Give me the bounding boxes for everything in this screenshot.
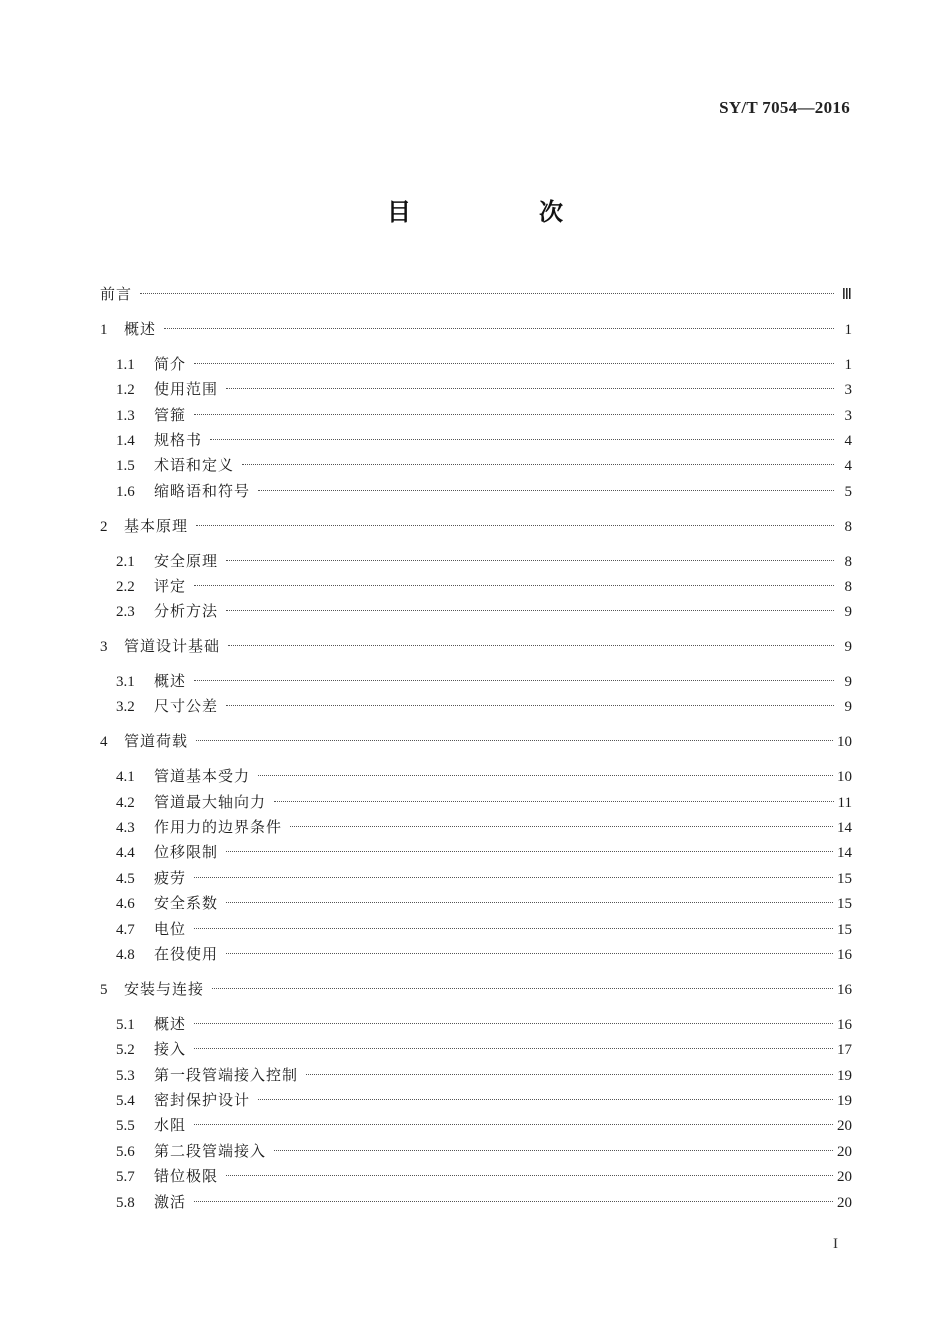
toc-entry-page: 4: [844, 458, 852, 475]
toc-entry-label: 管道设计基础: [124, 637, 221, 656]
toc-entry-number: 5: [100, 981, 108, 998]
toc-entry-number: 3: [100, 639, 108, 656]
dot-leader: [194, 1023, 833, 1024]
toc-entry[interactable]: [100, 891, 852, 916]
toc-entry-label: 术语和定义: [154, 456, 235, 475]
dot-leader: [274, 801, 834, 802]
toc-entry[interactable]: [100, 1190, 852, 1215]
toc-entry[interactable]: [100, 1113, 852, 1138]
toc-entry-number: 3.2: [116, 699, 135, 716]
toc-entry[interactable]: [100, 574, 852, 599]
toc-entry[interactable]: [100, 453, 852, 478]
toc-entry[interactable]: [100, 549, 852, 574]
table-of-contents: [100, 282, 852, 1215]
toc-entry[interactable]: [100, 694, 852, 719]
toc-entry-page: 20: [837, 1118, 852, 1135]
toc-entry-label: 管箍: [154, 405, 187, 424]
toc-entry[interactable]: [100, 377, 852, 402]
toc-entry-label: 位移限制: [154, 843, 219, 862]
toc-entry[interactable]: [100, 1088, 852, 1113]
toc-entry-number: 4.4: [116, 845, 135, 862]
dot-leader: [226, 610, 834, 611]
toc-entry[interactable]: [100, 942, 852, 967]
toc-entry[interactable]: [100, 1139, 852, 1164]
toc-entry-page: 4: [844, 432, 852, 449]
toc-entry-number: 2.3: [116, 604, 135, 621]
toc-entry-number: 1.6: [116, 483, 135, 500]
dot-leader: [194, 363, 834, 364]
toc-entry-number: 3.1: [116, 674, 135, 691]
toc-entry-page: 9: [844, 699, 852, 716]
dot-leader: [194, 877, 833, 878]
toc-entry-number: 4.7: [116, 921, 135, 938]
toc-entry-label: 错位极限: [154, 1167, 219, 1186]
toc-entry-number: 1.3: [116, 407, 135, 424]
toc-entry-page: 14: [837, 845, 852, 862]
toc-entry[interactable]: [100, 479, 852, 504]
toc-entry-page: 16: [837, 1016, 852, 1033]
toc-entry-number: 5.4: [116, 1092, 135, 1109]
toc-entry[interactable]: [100, 428, 852, 453]
dot-leader: [290, 826, 833, 827]
toc-entry-number: 5.3: [116, 1067, 135, 1084]
toc-entry-page: 20: [837, 1169, 852, 1186]
toc-entry[interactable]: [100, 282, 852, 307]
toc-entry-page: 11: [837, 794, 852, 811]
toc-entry-label: 管道荷载: [124, 732, 189, 751]
toc-entry-number: 1: [100, 321, 108, 338]
dot-leader: [258, 490, 834, 491]
dot-leader: [140, 293, 834, 294]
dot-leader: [258, 775, 833, 776]
toc-entry[interactable]: [100, 729, 852, 754]
toc-entry-label: 概述: [154, 1014, 187, 1033]
toc-entry-label: 作用力的边界条件: [154, 818, 283, 837]
toc-entry-label: 安全系数: [154, 894, 219, 913]
toc-entry[interactable]: [100, 599, 852, 624]
page-number: I: [833, 1236, 838, 1252]
toc-entry-label: 分析方法: [154, 602, 219, 621]
toc-entry-number: 1.4: [116, 432, 135, 449]
toc-entry-page: Ⅲ: [841, 287, 852, 303]
dot-leader: [306, 1074, 833, 1075]
toc-entry-label: 概述: [154, 672, 187, 691]
toc-entry-page: 14: [837, 820, 852, 837]
dot-leader: [194, 1201, 833, 1202]
toc-entry-label: 基本原理: [124, 516, 189, 535]
toc-entry-number: 2: [100, 518, 108, 535]
toc-entry-page: 15: [837, 921, 852, 938]
toc-entry[interactable]: [100, 790, 852, 815]
toc-entry-label: 电位: [154, 919, 187, 938]
toc-entry-page: 10: [837, 769, 852, 786]
toc-entry-label: 前言: [100, 285, 133, 303]
dot-leader: [212, 988, 833, 989]
toc-entry[interactable]: [100, 917, 852, 942]
dot-leader: [194, 1048, 833, 1049]
toc-entry-page: 3: [844, 382, 852, 399]
toc-entry[interactable]: [100, 1164, 852, 1189]
toc-entry-label: 第一段管端接入控制: [154, 1065, 299, 1084]
toc-entry-page: 16: [837, 981, 852, 998]
toc-entry-number: 4.1: [116, 769, 135, 786]
standard-code: SY/T 7054—2016: [719, 98, 850, 117]
dot-leader: [194, 680, 834, 681]
toc-entry-number: 4.8: [116, 946, 135, 963]
toc-entry[interactable]: [100, 1012, 852, 1037]
toc-entry[interactable]: [100, 1037, 852, 1062]
dot-leader: [194, 414, 834, 415]
dot-leader: [196, 740, 833, 741]
toc-entry[interactable]: [100, 634, 852, 659]
toc-entry-label: 概述: [124, 319, 157, 338]
toc-entry-page: 9: [844, 674, 852, 691]
toc-entry-page: 10: [837, 734, 852, 751]
dot-leader: [228, 645, 834, 646]
toc-entry-number: 4.3: [116, 820, 135, 837]
toc-entry-number: 1.5: [116, 458, 135, 475]
toc-entry[interactable]: [100, 840, 852, 865]
toc-entry-page: 3: [844, 407, 852, 424]
toc-entry-label: 评定: [154, 576, 187, 595]
toc-entry-label: 尺寸公差: [154, 697, 219, 716]
toc-entry[interactable]: [100, 977, 852, 1002]
dot-leader: [194, 585, 834, 586]
dot-leader: [194, 1124, 833, 1125]
toc-entry-page: 9: [844, 604, 852, 621]
toc-entry-number: 5.5: [116, 1118, 135, 1135]
toc-entry-number: 5.2: [116, 1042, 135, 1059]
toc-title: 目 次: [387, 198, 615, 226]
dot-leader: [226, 388, 834, 389]
toc-entry[interactable]: [100, 764, 852, 789]
toc-entry-page: 8: [844, 518, 852, 535]
toc-entry-page: 20: [837, 1194, 852, 1211]
dot-leader: [258, 1099, 833, 1100]
toc-entry-number: 1.1: [116, 356, 135, 373]
toc-entry-label: 疲劳: [154, 868, 187, 887]
toc-entry-page: 9: [844, 639, 852, 656]
toc-entry-label: 接入: [154, 1040, 187, 1059]
toc-entry-label: 密封保护设计: [154, 1090, 251, 1109]
dot-leader: [226, 902, 833, 903]
toc-entry-label: 安装与连接: [124, 979, 205, 998]
toc-entry-page: 5: [844, 483, 852, 500]
toc-entry-number: 5.1: [116, 1016, 135, 1033]
toc-entry-number: 2.1: [116, 553, 135, 570]
toc-entry-label: 缩略语和符号: [154, 481, 251, 500]
toc-entry-number: 2.2: [116, 578, 135, 595]
dot-leader: [226, 560, 834, 561]
toc-entry[interactable]: [100, 403, 852, 428]
dot-leader: [274, 1150, 833, 1151]
toc-entry-label: 安全原理: [154, 551, 219, 570]
toc-entry-page: 16: [837, 946, 852, 963]
toc-entry-label: 简介: [154, 354, 187, 373]
dot-leader: [226, 705, 834, 706]
toc-entry-number: 4.2: [116, 794, 135, 811]
toc-entry-label: 激活: [154, 1192, 187, 1211]
toc-entry-label: 规格书: [154, 430, 203, 449]
toc-entry-label: 第二段管端接入: [154, 1141, 267, 1160]
toc-entry-number: 5.8: [116, 1194, 135, 1211]
toc-entry-number: 4.6: [116, 896, 135, 913]
toc-entry[interactable]: [100, 1063, 852, 1088]
toc-entry-label: 使用范围: [154, 380, 219, 399]
toc-entry[interactable]: [100, 866, 852, 891]
toc-entry-page: 17: [837, 1042, 852, 1059]
toc-entry-page: 15: [837, 896, 852, 913]
toc-entry-page: 19: [837, 1092, 852, 1109]
toc-entry-label: 管道最大轴向力: [154, 792, 267, 811]
toc-entry-page: 8: [844, 578, 852, 595]
toc-entry-label: 管道基本受力: [154, 767, 251, 786]
toc-entry-page: 1: [844, 321, 852, 338]
toc-entry-page: 19: [837, 1067, 852, 1084]
dot-leader: [226, 851, 833, 852]
toc-entry-number: 5.6: [116, 1143, 135, 1160]
toc-entry-number: 1.2: [116, 382, 135, 399]
dot-leader: [226, 953, 833, 954]
toc-entry[interactable]: [100, 514, 852, 539]
toc-entry[interactable]: [100, 669, 852, 694]
toc-entry-page: 1: [844, 356, 852, 373]
toc-entry-number: 4: [100, 734, 108, 751]
toc-entry[interactable]: [100, 352, 852, 377]
dot-leader: [210, 439, 834, 440]
dot-leader: [164, 328, 834, 329]
toc-entry-label: 水阻: [154, 1116, 187, 1135]
toc-entry[interactable]: [100, 815, 852, 840]
dot-leader: [196, 525, 834, 526]
toc-entry-page: 8: [844, 553, 852, 570]
toc-entry[interactable]: [100, 317, 852, 342]
toc-entry-label: 在役使用: [154, 944, 219, 963]
dot-leader: [226, 1175, 833, 1176]
dot-leader: [194, 928, 833, 929]
dot-leader: [242, 464, 834, 465]
toc-entry-number: 5.7: [116, 1169, 135, 1186]
toc-entry-page: 15: [837, 870, 852, 887]
toc-entry-number: 4.5: [116, 870, 135, 887]
toc-entry-page: 20: [837, 1143, 852, 1160]
